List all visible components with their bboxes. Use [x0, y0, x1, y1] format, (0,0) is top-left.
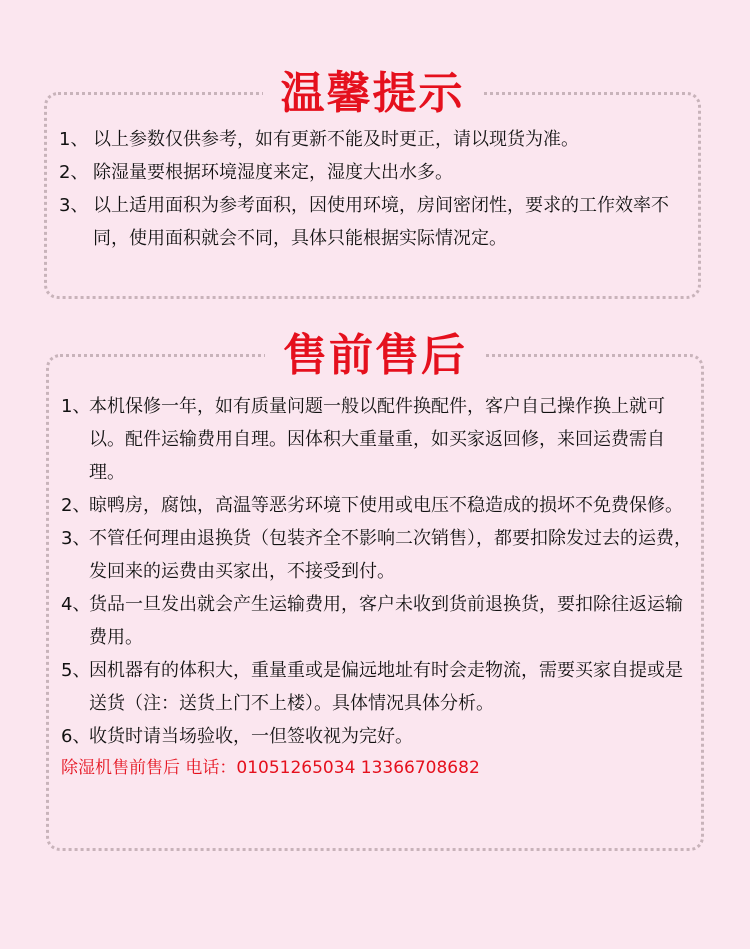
item-text: 因机器有的体积大，重量重或是偏远地址有时会走物流，需要买家自提或是送货（注：送货上门不上楼）。具体情况具体分析。 — [89, 660, 683, 714]
tips-panel — [44, 68, 701, 299]
item-text: 以上适用面积为参考面积，因使用环境，房间密闭性，要求的工作效率不同，使用面积就会不同，具体只能根据实际情况定。 — [93, 195, 669, 249]
item-text: 以上参数仅供参考，如有更新不能及时更正，请以现货为准。 — [93, 129, 579, 150]
item-text: 货品一旦发出就会产生运输费用，客户未收到货前退换货，要扣除往返运输费用。 — [89, 594, 683, 648]
item-number: 2、 — [59, 162, 89, 183]
item-number: 1、 — [61, 396, 91, 417]
contact-line: 除湿机售前售后 电话：01051265034 13366708682 — [61, 758, 480, 778]
item-number: 1、 — [59, 129, 89, 150]
item-number: 6、 — [61, 726, 91, 747]
after-sales-item-3 — [61, 522, 695, 588]
tips-title: 温馨提示 — [263, 67, 483, 121]
item-text: 本机保修一年，如有质量问题一般以配件换配件，客户自己操作换上就可以。配件运输费用自理。因体积大重量重，如买家返回修，来回运费需自理。 — [89, 396, 665, 483]
after-sales-item-4 — [61, 588, 695, 654]
tips-item-1 — [59, 123, 692, 156]
item-number: 5、 — [61, 660, 91, 681]
item-text: 除湿量要根据环境湿度来定，湿度大出水多。 — [93, 162, 453, 183]
item-number: 4、 — [61, 594, 91, 615]
item-text: 晾鸭房，腐蚀，高温等恶劣环境下使用或电压不稳造成的损坏不免费保修。 — [89, 495, 683, 516]
item-text: 收货时请当场验收，一但签收视为完好。 — [89, 726, 413, 747]
item-number: 3、 — [61, 528, 91, 549]
item-number: 3、 — [59, 195, 89, 216]
item-number: 2、 — [61, 495, 91, 516]
tips-list — [59, 123, 692, 255]
item-text: 不管任何理由退换货（包装齐全不影响二次销售），都要扣除发过去的运费，发回来的运费由买家出，不接受到付。 — [89, 528, 692, 582]
after-sales-title: 售前售后 — [265, 329, 485, 383]
after-sales-panel — [46, 330, 704, 851]
tips-item-2 — [59, 156, 692, 189]
tips-item-3 — [59, 189, 692, 255]
after-sales-item-1 — [61, 390, 695, 489]
after-sales-item-5 — [61, 654, 695, 720]
after-sales-item-2 — [61, 489, 695, 522]
after-sales-item-6 — [61, 720, 695, 753]
after-sales-list — [61, 390, 695, 783]
